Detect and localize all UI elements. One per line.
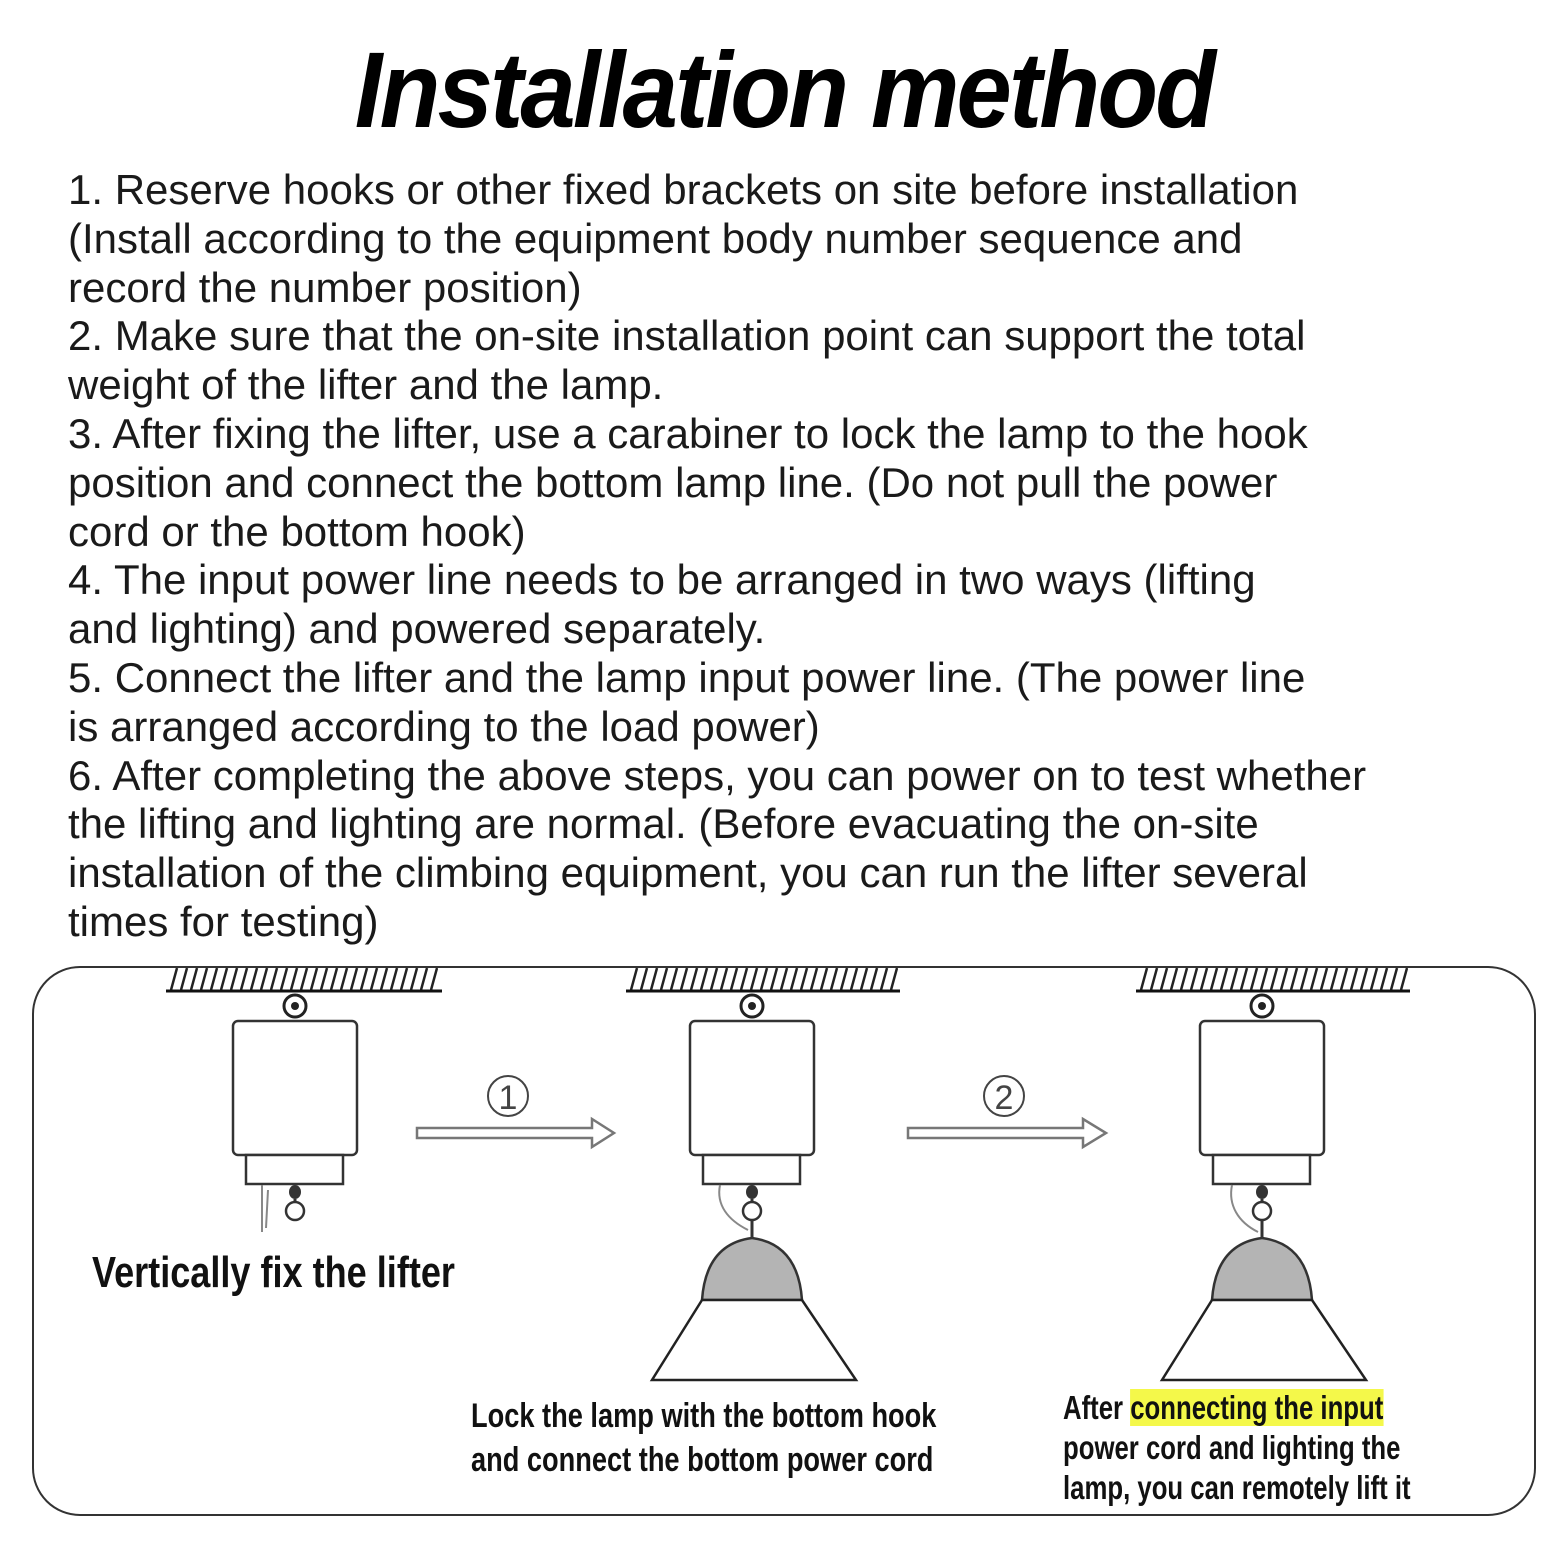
step-line: record the number position) bbox=[68, 263, 582, 311]
stage-3-lifted-lamp bbox=[1136, 968, 1410, 1380]
step-line: 1. Reserve hooks or other fixed brackets on site before installation bbox=[68, 166, 1299, 213]
lifter-base bbox=[246, 1155, 343, 1184]
page-title: Installation method bbox=[354, 29, 1214, 150]
lamp-dome bbox=[1212, 1238, 1312, 1300]
ceiling-hatch bbox=[630, 968, 898, 990]
stage-2-caption bbox=[471, 1394, 936, 1482]
stage-3-caption bbox=[1063, 1388, 1411, 1508]
step-2-number: 2 bbox=[994, 1079, 1014, 1117]
caption-line bbox=[1063, 1388, 1411, 1428]
step-line: 5. Connect the lifter and the lamp input power line. (The power line bbox=[68, 653, 1306, 701]
step-line: and lighting) and powered separately. bbox=[68, 605, 766, 653]
power-cord bbox=[262, 1185, 268, 1232]
step-1-number: 1 bbox=[498, 1079, 518, 1117]
lamp-shade bbox=[652, 1300, 856, 1380]
caption-line: and connect the bottom power cord bbox=[471, 1441, 934, 1479]
step-line: 6. After completing the above steps, you can power on to test whether bbox=[68, 751, 1367, 799]
stage-1-caption: Vertically fix the lifter bbox=[92, 1248, 455, 1297]
lifter-body bbox=[690, 1021, 814, 1155]
step-line: cord or the bottom hook) bbox=[68, 507, 526, 555]
stage-2-lifter-with-lamp bbox=[626, 968, 900, 1380]
bottom-hook-icon bbox=[743, 1202, 761, 1220]
ceiling-hatch bbox=[1140, 968, 1408, 990]
lamp-dome bbox=[702, 1238, 802, 1300]
highlighted-text: connecting the input bbox=[1130, 1389, 1384, 1426]
step-line: 4. The input power line needs to be arranged in two ways (lifting bbox=[68, 556, 1256, 604]
step-line: installation of the climbing equipment, you can run the lifter several bbox=[68, 849, 1308, 897]
lifter-base bbox=[1213, 1155, 1310, 1184]
lifter-base bbox=[703, 1155, 800, 1184]
step-line: the lifting and lighting are normal. (Before evacuating the on-site bbox=[68, 800, 1259, 848]
step-line: 3. After fixing the lifter, use a carabiner to lock the lamp to the hook bbox=[68, 409, 1308, 457]
step-line: (Install according to the equipment body number sequence and bbox=[68, 214, 1243, 262]
step-line: weight of the lifter and the lamp. bbox=[68, 361, 664, 409]
arrow-2 bbox=[908, 1076, 1106, 1147]
ceiling-hatch bbox=[170, 968, 438, 990]
bottom-hook-icon bbox=[286, 1202, 304, 1220]
step-line: 2. Make sure that the on-site installation point can support the total bbox=[68, 312, 1306, 360]
step-line: times for testing) bbox=[68, 897, 379, 945]
caption-line: Lock the lamp with the bottom hook bbox=[471, 1397, 937, 1435]
caption-line: power cord and lighting the bbox=[1063, 1429, 1401, 1466]
step-line: is arranged according to the load power) bbox=[68, 702, 820, 750]
lamp-shade bbox=[1162, 1300, 1366, 1380]
caption-line: lamp, you can remotely lift it bbox=[1063, 1469, 1411, 1506]
lifter-body bbox=[1200, 1021, 1324, 1155]
step-line: position and connect the bottom lamp line. (Do not pull the power bbox=[68, 458, 1278, 506]
lifter-body bbox=[233, 1021, 357, 1155]
bottom-hook-icon bbox=[1253, 1202, 1271, 1220]
arrow-1 bbox=[417, 1076, 614, 1147]
caption-text: After bbox=[1063, 1389, 1131, 1426]
stage-1-lifter bbox=[166, 968, 442, 1232]
